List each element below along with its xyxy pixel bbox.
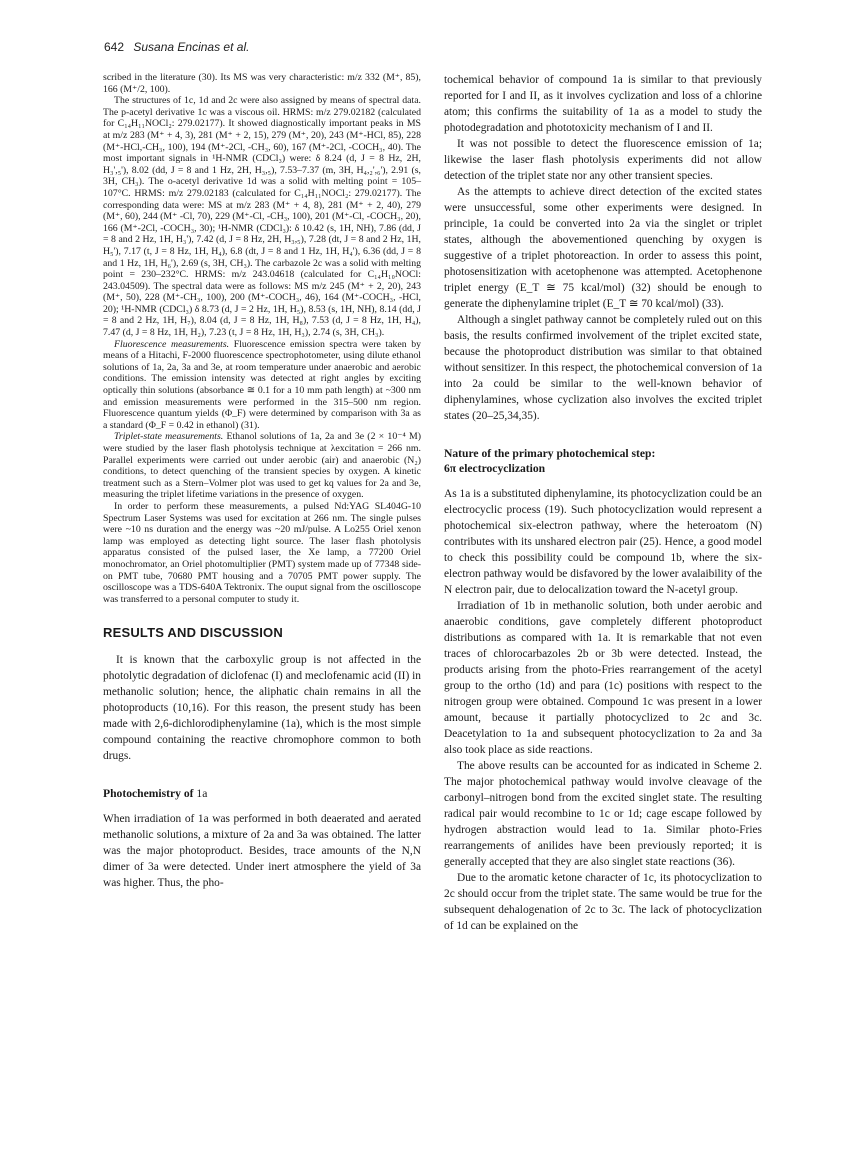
photochemistry-heading [103,786,421,801]
triplet-label: Triplet-state measurements. [114,431,224,443]
triplet-text: Ethanol solutions of 1a, 2a and 3e (2 × 10⁻⁴ M) were studied by the laser flash photolysis technique at λexcitation = 266 nm. Parallel experiments were carried out under aerobic (air) and anaerobic (N₂) conditions, to detect quenching of the transient species by oxygen. A kinetic treatment such as a Stern–Volmer plot was used to get kq values for 2a and 3e, measuring the triplet lifetime variations in the presence of oxygen. [103,431,421,501]
photochemistry-body [103,811,421,891]
paragraph: As the attempts to achieve direct detection of the excited states were unsuccessful, some other experiments were designed. In principle, 1a could be converted into 2a via the singlet or triplet states, although the abovementioned quenching by oxygen is suggestive of a triplet photoreaction. In order to assess this point, photosensitization with acetophenone was attempted. Acetophenone triplet energy (E_T ≅ 75 kcal/mol) (32) should be enough to generate the diphenylamine triplet (E_T ≅ 70 kcal/mol) (33). [444,186,762,310]
experimental-section [103,72,421,605]
paragraph: scribed in the literature (30). Its MS was very characteristic: m/z 332 (M⁺, 85), 166 (M⁺/2, 100). [103,72,421,95]
paragraph: The above results can be accounted for as indicated in Scheme 2. The major photochemical pathway would involve cleavage of the carbonyl–nitrogen bond from the excited singlet state. The resulting radical pair would recombine to 1c or 1d; cage escape followed by hydrogen abstraction would lead to 1a. Similar photo-Fries rearrangements of anilides have been previously reported; it is generally accepted that they are also singlet state reactions (36). [444,760,762,868]
results-heading: RESULTS AND DISCUSSION [103,625,283,641]
paragraph: It is known that the carboxylic group is not affected in the photolytic degradation of diclofenac (I) and meclofenamic acid (II) in methanolic solution; hence, the aliphatic chain remains in all the photoproducts (10,16). For this reason, the present study has been made with 2,6-dichlorodiphenylamine (1a), which is the most simple compound containing the reactive chromophore common to both drugs. [103,654,421,763]
paragraph: When irradiation of 1a was performed in both deaerated and aerated methanolic solutions, a mixture of 2a and 3a was obtained. The latter was the major photoproduct. Besides, trace amounts of the N,N dimer of 3a were detected. Under inert atmosphere the yield of 3a was higher. Thus, the pho- [103,813,421,890]
page-number: 642 [104,40,125,54]
paragraph: It was not possible to detect the fluorescence emission of 1a; likewise the laser flash photolysis experiments did not allow detection of the triplet state nor any other transient species. [444,138,762,182]
photochemistry-heading-text: Photochemistry of [103,787,194,801]
paragraph: The structures of 1c, 1d and 2c were also assigned by means of spectral data. The p-acetyl derivative 1c was a viscous oil. HRMS: m/z 279.02182 (calculated for C₁₄H₁₁NOCl₂: 279.02177). It showed diagnostically important peaks in MS at m/z 283 (M⁺ + 4, 3), 281 (M⁺ + 2, 15), 279 (M⁺, 20), 243 (M⁺-HCl, 85), 228 (M⁺-HCl,-CH₃, 100), 194 (M⁺-2Cl, -CH₃, 60), 167 (M⁺-2Cl, -COCH₃, 40). The most important signals in ¹H-NMR (CDCl₃) were: δ 8.24 (d, J = 8 Hz, 2H, H₃',₅'), 8.02 (dd, J = 8 and 1 Hz, 2H, H₃,₅), 7.53–7.37 (m, 3H, H₄,₂',₆'), 2.91 (s, 3H, CH₃). The o-acetyl derivative 1d was a solid with melting point = 105–107°C. HRMS: m/z 279.02183 (calculated for C₁₄H₁₁NOCl₂: 279.02177). The corresponding data were: MS at m/z 283 (M⁺ + 4, 8), 281 (M⁺ + 2, 40), 279 (M⁺, 60), 244 (M⁺ -Cl, 70), 229 (M⁺-Cl, -CH₃, 100), 201 (M⁺-Cl, -COCH₃, 20), 166 (M⁺-2Cl, -COCH₃, 30); ¹H-NMR (CDCl₃): δ 10.42 (s, 1H, NH), 7.86 (dd, J = 8 and 2 Hz, 1H, H₃'), 7.42 (d, J = 8 Hz, 2H, H₃,₅), 7.28 (dt, J = 8 and 2 Hz, 1H, H₅'), 7.17 (t, J = 8 Hz, 1H, H₄), 6.8 (dt, J = 8 and 1 Hz, 1H, H₄'), 6.36 (dd, J = 8 and 1 Hz, 1H, H₆'), 2.69 (s, 3H, CH₃). The carbazole 2c was a solid with melting point = 230–232°C. HRMS: m/z 243.04618 (calculated for C₁₄H₁₀NOCl: 243.04509). The spectral data were as follows: MS m/z 245 (M⁺ + 2, 20), 243 (M⁺, 50), 228 (M⁺-CH₃, 100), 200 (M⁺-COCH₃, 46), 164 (M⁺-COCH₃, -HCl, 20); ¹H-NMR (CDCl₃) δ 8.73 (d, J = 2 Hz, 1H, H₅), 8.53 (s, 1H, NH), 8.14 (dd, J = 8 and 2 Hz, 1H, H₇), 8.04 (d, J = 8 Hz, 1H, H₈), 7.53 (d, J = 8 Hz, 1H, H₄), 7.47 (d, J = 8 Hz, 1H, H₂), 7.23 (t, J = 8 Hz, 1H, H₃), 2.74 (s, 3H, CH₃). [103,95,421,339]
right-column [444,72,762,934]
paragraph: Although a singlet pathway cannot be completely ruled out on this basis, the results confirmed involvement of the triplet excited state, because the photoproduct distribution was similar to that obtained without sensitizer. In this respect, the photochemical conversion of 1a into 2a could be similar to the well-known behavior of diphenylamines, whose cyclization also involves the excited triplet states (20–25,34,35). [444,314,762,422]
nature-body [444,486,762,934]
left-column [103,72,421,891]
running-header [104,40,249,54]
paragraph: tochemical behavior of compound 1a is similar to that previously reported for I and II, as it involves cyclization and loss of a chlorine atom; this confirms the suitability of 1a as a model to study the photodegradation and phototoxicity mechanism of I and II. [444,74,762,134]
running-authors: Susana Encinas et al. [133,40,250,54]
triplet-paragraph [103,431,421,501]
fluorescence-label: Fluorescence measurements. [114,338,230,350]
fluorescence-text: Fluorescence emission spectra were taken by means of a Hitachi, F-2000 fluorescence spectrophotometer, using dilute ethanol solutions of 1a, 2a, 3a and 3e, at room temperature under anaerobic and aerobic conditions. The emission intensity was detected at right angles by exciting optically thin solutions (absorbance ≅ 0.1 for a 10 mm path length) at ~300 nm and emission measurements were performed in the 315–500 nm region. Fluorescence quantum yields (Φ_F) were determined by comparison with 3a as a standard (Φ_F = 0.42 in ethanol) (31). [103,338,421,431]
paragraph: Irradiation of 1b in methanolic solution, both under aerobic and anaerobic conditions, gave completely different photoproduct distributions as compared with 1a. It is remarkable that not even traces of chlorocarbazoles 2b or 3b were detected. Instead, the products arising from the photo-Fries rearrangement of the acetyl group to the ortho (1d) and para (1c) positions with respect to the nitrogen group were obtained. Compound 1c was present in a lower amount, because it partially photocyclized to 2c and 3c. Deacetylation to 1a and subsequent photocyclization to 2a and 3a also took place as side reactions. [444,600,762,756]
nature-heading-line2: 6π electrocyclization [444,462,546,475]
nature-heading [444,446,762,476]
paragraph: In order to perform these measurements, a pulsed Nd:YAG SL404G-10 Spectrum Laser Systems was used for excitation at 266 nm. The single pulses were ~10 ns duration and the energy was ~20 mJ/pulse. A Lo255 Oriel xenon lamp was employed as detecting light source. The laser flash photolysis apparatus consisted of the pulsed laser, the Xe lamp, a 77200 Oriel monochromator, an Oriel photomultiplier (PMT) system made up of 77348 side-on PMT tube, 70680 PMT housing and a 70705 PMT power supply. The oscilloscope was a TDS-640A Tektronix. The ouput signal from the oscilloscope was transferred to a personal computer to study it. [103,500,421,605]
fluorescence-paragraph [103,339,421,432]
paragraph: As 1a is a substituted diphenylamine, its photocyclization could be an electrocyclic process (19). Such photocyclization would represent a photochemical six-electron pathway, where the heteroatom (N) contributes with its unshared electron pair (25). Hence, a good model to check this possibility could be compound 1b, where the six-electron pathway would be disfavored by the lower avalaibility of the N electron pair, due to delocalization toward the N-acetyl group. [444,488,762,596]
results-body [103,652,421,764]
paragraph: Due to the aromatic ketone character of 1c, its photocyclization to 2c should occur from the triplet state. The same would be true for the subsequent dehalogenation of 2c to 3c. The lack of photocyclization of 1d can be explained on the [444,872,762,932]
discussion-body [444,72,762,424]
nature-heading-line1: Nature of the primary photochemical step: [444,447,656,460]
photochemistry-heading-compound: 1a [196,787,208,801]
